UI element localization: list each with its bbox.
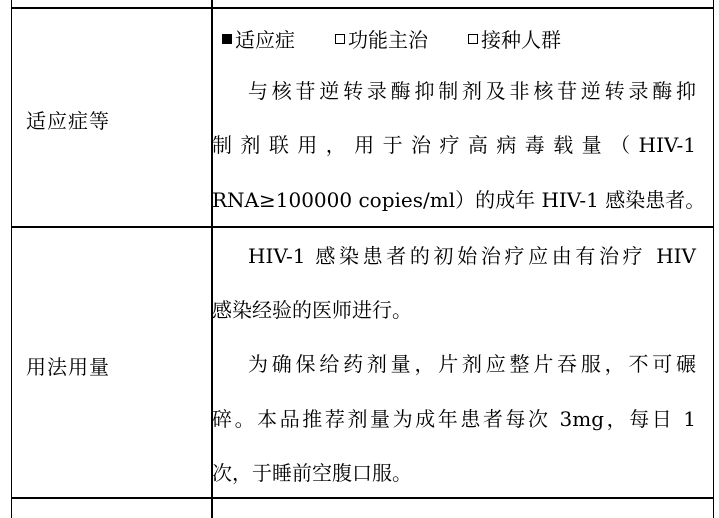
unchecked-box-icon — [335, 34, 345, 44]
checked-box-icon — [222, 34, 232, 44]
option-indication[interactable] — [222, 24, 295, 53]
row-label-indications: 适应症等 — [26, 109, 110, 133]
dosage-text-line: 感染经验的医师进行。 — [212, 298, 412, 322]
indication-text-line: RNA≥100000 copies/ml）的成年 HIV-1 感染患者。 — [212, 188, 706, 212]
category-options — [222, 24, 561, 53]
row-divider-bottom — [12, 497, 713, 499]
dosage-text-line: HIV-1 感染患者的初始治疗应由有治疗 HIV — [248, 244, 696, 268]
indication-text-line: 与核苷逆转录酶抑制剂及非核苷逆转录酶抑 — [248, 79, 696, 103]
option-label: 接种人群 — [481, 28, 561, 52]
row-label-dosage: 用法用量 — [26, 355, 110, 379]
row-divider-middle — [12, 226, 713, 228]
dosage-text-line: 为确保给药剂量，片剂应整片吞服，不可碾 — [248, 352, 696, 376]
unchecked-box-icon — [468, 34, 478, 44]
row-divider-top — [12, 7, 713, 9]
option-population[interactable] — [468, 24, 561, 53]
dosage-text-line: 次，于睡前空腹口服。 — [212, 461, 412, 485]
option-function[interactable] — [335, 24, 428, 53]
indication-text-line: 制剂联用，用于治疗高病毒载量（HIV-1 — [212, 133, 696, 157]
dosage-text-line: 碎。本品推荐剂量为成年患者每次 3mg，每日 1 — [212, 407, 696, 431]
option-label: 适应症 — [235, 28, 295, 52]
option-label: 功能主治 — [348, 28, 428, 52]
